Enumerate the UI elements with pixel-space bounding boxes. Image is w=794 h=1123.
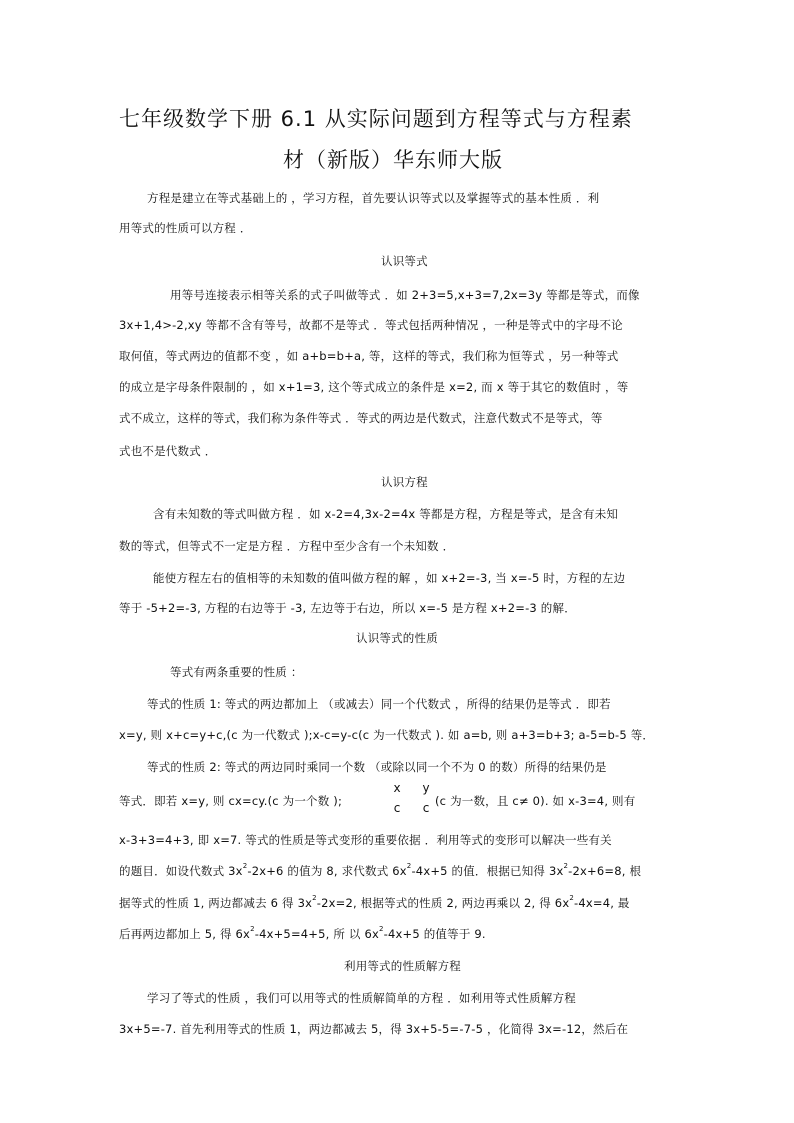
paragraph-line: (c 为一数，且 c≠ 0). 如 x-3=4, 则有 bbox=[435, 794, 636, 808]
text-run: -2x+6=8, 根 bbox=[568, 864, 642, 878]
paragraph-line: 3x+1,4>-2,xy 等都不含有等号，故都不是等式 ．等式包括两种情况 ，一种是等式中的字母不论 bbox=[119, 318, 623, 332]
paragraph-line: 用等号连接表示相等关系的式子叫做等式 ．如 2+3=5,x+3=7,2x=3y 等都是等式，而像 bbox=[170, 288, 640, 302]
text-run: -2x=2, 根据等式的性质 2, 两边再乘以 2, 得 6x bbox=[316, 896, 570, 910]
paragraph-line: 等式的性质 1: 等式的两边都加上 （或减去）同一个代数式 ，所得的结果仍是等式 ．即若 bbox=[147, 697, 611, 711]
fraction-denominator: c bbox=[422, 801, 430, 815]
paragraph-line: 的成立是字母条件限制的 ，如 x+1=3, 这个等式成立的条件是 x=2, 而 x 等于其它的数值时 ，等 bbox=[119, 380, 629, 394]
superscript: 2 bbox=[379, 925, 384, 933]
paragraph-line: 等式．即若 x=y, 则 cx=cy.(c 为一个数 ); bbox=[119, 794, 343, 808]
paragraph-line: 数的等式，但等式不一定是方程 ．方程中至少含有一个未知数 ． bbox=[119, 539, 455, 553]
text-run: -4x+5 的值等于 9. bbox=[383, 927, 486, 941]
paragraph-line: 等于 -5+2=-3, 方程的右边等于 -3, 左边等于右边，所以 x=-5 是方程 x+2=-3 的解． bbox=[119, 601, 576, 615]
paragraph-line: 取何值，等式两边的值都不变 ，如 a+b=b+a, 等，这样的等式，我们称为恒等式 ，另一种等式 bbox=[119, 349, 619, 363]
superscript: 2 bbox=[569, 894, 574, 902]
superscript: 2 bbox=[242, 862, 248, 870]
fraction-numerator: x bbox=[393, 781, 401, 795]
fraction-x-over-c bbox=[390, 781, 404, 815]
text-run: -4x+5=4+5, 所 以 6x bbox=[254, 927, 379, 941]
intro-line-2: 用等式的性质可以方程 ． bbox=[119, 221, 252, 235]
fraction-numerator: y bbox=[422, 781, 430, 795]
paragraph-line: 能使方程左右的值相等的未知数的值叫做方程的解 ，如 x+2=-3, 当 x=-5 时，方程的左边 bbox=[153, 571, 626, 585]
text-run: 后再两边都加上 5, 得 6x bbox=[119, 927, 251, 941]
superscript: 2 bbox=[406, 862, 412, 870]
document-title-line-1: 七年级数学下册 6.1 从实际问题到方程等式与方程素 bbox=[119, 107, 633, 131]
section-heading-equality-properties: 认识等式的性质 bbox=[356, 631, 438, 645]
paragraph-line bbox=[119, 927, 486, 943]
section-heading-recognize-equation: 认识方程 bbox=[381, 475, 428, 489]
text-run: -4x+5 的值．根据已知得 3x bbox=[411, 864, 564, 878]
paragraph-line: x-3+3=4+3, 即 x=7. 等式的性质是等式变形的重要依据 ．利用等式的变形可以解决一些有关 bbox=[119, 833, 612, 847]
paragraph-line: x=y, 则 x+c=y+c,(c 为一代数式 );x-c=y-c(c 为一代数式 ). 如 a=b, 则 a+3=b+3; a-5=b-5 等． bbox=[119, 728, 655, 742]
paragraph-line bbox=[119, 864, 641, 880]
text-run: -4x=4, 最 bbox=[573, 896, 630, 910]
fraction-y-over-c bbox=[419, 781, 433, 815]
superscript: 2 bbox=[312, 894, 317, 902]
document-title-line-2: 材（新版）华东师大版 bbox=[283, 148, 503, 172]
paragraph-line: 式不成立，这样的等式，我们称为条件等式 ．等式的两边是代数式，注意代数式不是等式，等 bbox=[119, 411, 603, 425]
superscript: 2 bbox=[250, 925, 255, 933]
paragraph-line: 式也不是代数式 ． bbox=[119, 444, 217, 458]
paragraph-line: 学习了等式的性质 ，我们可以用等式的性质解简单的方程 ．如利用等式性质解方程 bbox=[147, 991, 576, 1005]
text-run: 据等式的性质 1, 两边都减去 6 得 3x bbox=[119, 896, 313, 910]
paragraph-line: 含有未知数的等式叫做方程 ．如 x-2=4,3x-2=4x 等都是方程，方程是等式，是含有未知 bbox=[153, 507, 619, 521]
superscript: 2 bbox=[563, 862, 569, 870]
paragraph-line bbox=[119, 896, 630, 912]
fraction-denominator: c bbox=[393, 801, 401, 815]
intro-line-1: 方程是建立在等式基础上的 ，学习方程，首先要认识等式以及掌握等式的基本性质 ．利 bbox=[147, 191, 600, 205]
paragraph-line: 3x+5=-7. 首先利用等式的性质 1，两边都减去 5，得 3x+5-5=-7-5 ，化简得 3x=-12，然后在 bbox=[119, 1022, 629, 1036]
section-heading-recognize-equality: 认识等式 bbox=[381, 254, 428, 268]
paragraph-line: 等式有两条重要的性质 ： bbox=[170, 665, 303, 679]
paragraph-line: 等式的性质 2: 等式的两边同时乘同一个数 （或除以同一个不为 0 的数）所得的结果仍是 bbox=[147, 760, 607, 774]
text-run: 的题目．如设代数式 3x bbox=[119, 864, 243, 878]
section-heading-solve-equation: 利用等式的性质解方程 bbox=[344, 959, 461, 973]
text-run: -2x+6 的值为 8, 求代数式 6x bbox=[247, 864, 407, 878]
